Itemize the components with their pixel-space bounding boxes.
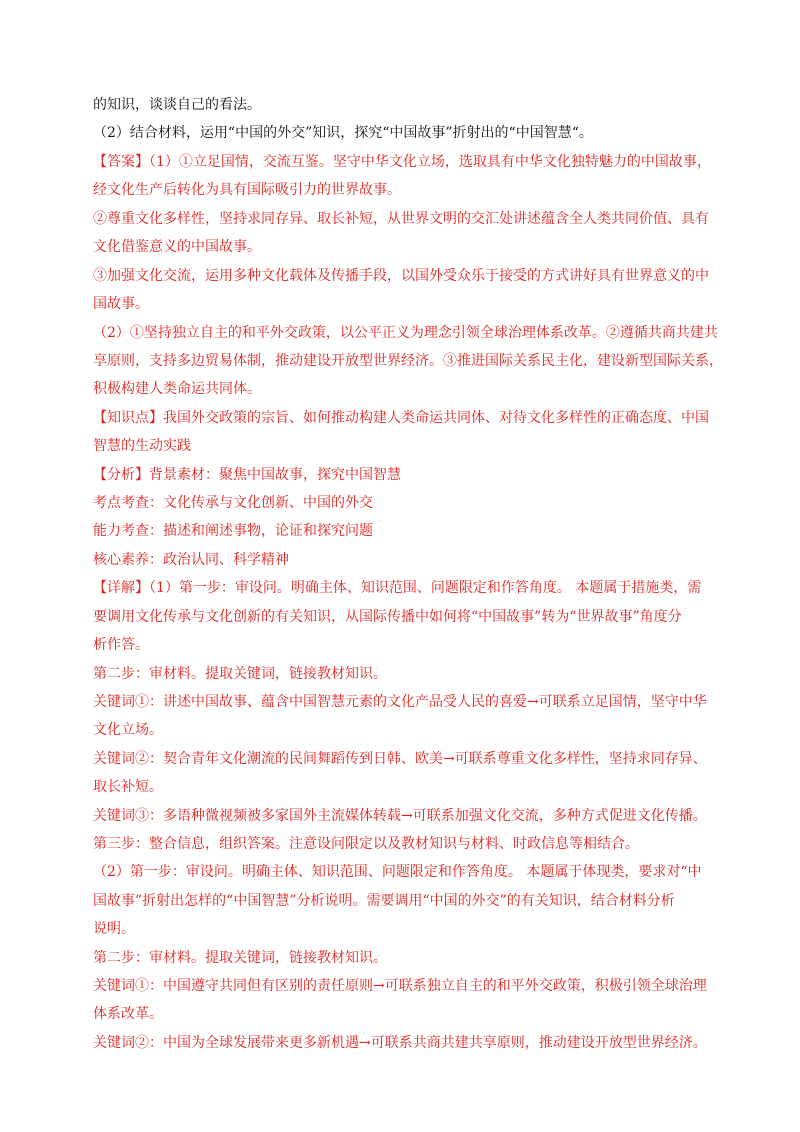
answer-line: 文化借鉴意义的中国故事。 (93, 239, 261, 255)
answer-line: ③加强文化交流，运用多种文化载体及传播手段，以国外受众乐于接受的方式讲好具有世界意义的中 (93, 268, 709, 284)
detail-line: 【详解】（1）第一步：审设问。明确主体、知识范围、问题限定和作答角度。 本题属于措施类，需 (93, 580, 702, 596)
detail-line: 国故事”折射出怎样的“中国智慧”分析说明。需要调用“中国的外交”的有关知识，结合材料分析 (93, 893, 675, 909)
answer-line: 积极构建人类命运共同体。 (93, 381, 261, 397)
answer-line: 享原则，支持多边贸易体制，推动建设开放型世界经济。③推进国际关系民主化，建设新型国际关系， (93, 353, 723, 369)
analysis-line: 能力考查：描述和阐述事物，论证和探究问题 (93, 523, 373, 539)
analysis-line: 考点考查：文化传承与文化创新、中国的外交 (93, 495, 373, 511)
detail-line: 第二步：审材料。提取关键词，链接教材知识。 (93, 666, 387, 682)
analysis-line: 【分析】背景素材：聚焦中国故事，探究中国智慧 (93, 467, 401, 483)
answer-line: （2）①坚持独立自主的和平外交政策，以公平正义为理念引领全球治理体系改革。②遵循共商共建共 (93, 325, 718, 341)
text-line: 的知识，谈谈自己的看法。 (93, 97, 261, 113)
detail-line: 析作答。 (93, 637, 149, 653)
detail-line: 关键词②：契合青年文化潮流的民间舞蹈传到日韩、欧美→可联系尊重文化多样性，坚持求同存异、 (93, 751, 707, 767)
detail-line: 第二步：审材料。提取关键词，链接教材知识。 (93, 950, 387, 966)
knowledge-line: 【知识点】我国外交政策的宗旨、如何推动构建人类命运共同体、对待文化多样性的正确态度、中国 (93, 410, 709, 426)
analysis-line: 核心素养：政治认同、科学精神 (93, 552, 289, 568)
detail-line: 关键词①：中国遵守共同但有区别的责任原则→可联系独立自主的和平外交政策，积极引领全球治理 (93, 978, 707, 994)
answer-line: ②尊重文化多样性，坚持求同存异、取长补短，从世界文明的交汇处讲述蕴含全人类共同价值、具有 (93, 211, 709, 227)
detail-line: 关键词③：多语种微视频被多家国外主流媒体转载→可联系加强文化交流，多种方式促进文化传播。 (93, 808, 707, 824)
detail-line: 说明。 (93, 921, 135, 937)
detail-line: 要调用文化传承与文化创新的有关知识，从国际传播中如何将“中国故事”转为“世界故事”角度分 (93, 609, 682, 625)
detail-line: 关键词②：中国为全球发展带来更多新机遇→可联系共商共建共享原则，推动建设开放型世界经济。 (93, 1035, 707, 1051)
knowledge-line: 智慧的生动实践 (93, 438, 191, 454)
answer-line: 经文化生产后转化为具有国际吸引力的世界故事。 (93, 182, 401, 198)
detail-line: （2）第一步：审设问。明确主体、知识范围、问题限定和作答角度。 本题属于体现类，要求对“中 (93, 864, 702, 880)
text-line: （2）结合材料，运用“中国的外交”知识，探究“中国故事”折射出的“中国智慧“。 (93, 125, 593, 141)
detail-line: 关键词①：讲述中国故事、蕴含中国智慧元素的文化产品受人民的喜爱→可联系立足国情，坚守中华 (93, 694, 707, 710)
detail-line: 第三步：整合信息，组织答案。注意设问限定以及教材知识与材料、时政信息等相结合。 (93, 836, 639, 852)
detail-line: 取长补短。 (93, 779, 163, 795)
detail-line: 体系改革。 (93, 1006, 163, 1022)
answer-line: 国故事。 (93, 296, 149, 312)
answer-line: 【答案】（1）①立足国情，交流互鉴。坚守中华文化立场，选取具有中华文化独特魅力的中国故事， (93, 154, 711, 170)
detail-line: 文化立场。 (93, 722, 163, 738)
